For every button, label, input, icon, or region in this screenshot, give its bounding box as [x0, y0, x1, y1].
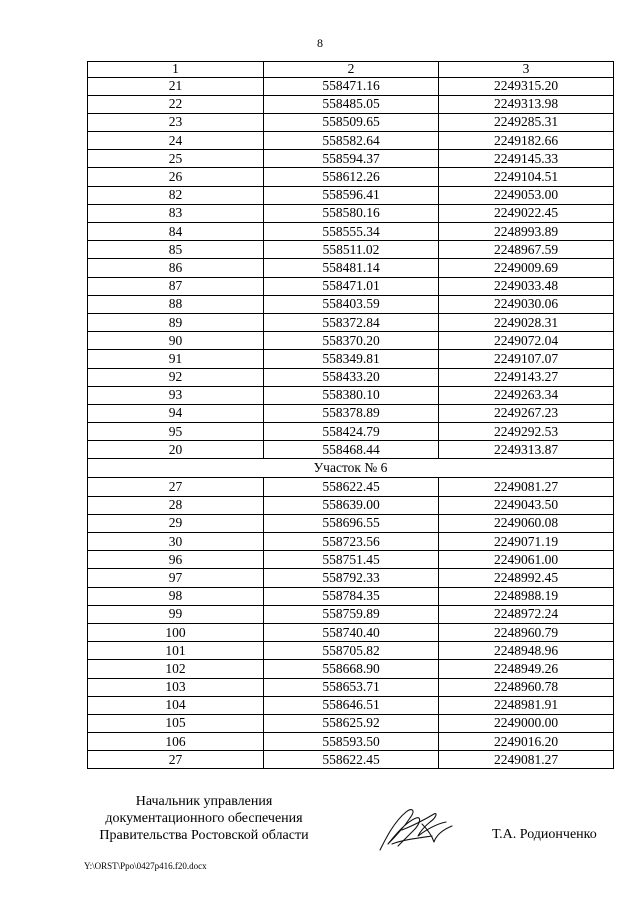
point-number-cell: 20: [88, 441, 264, 459]
table-row: [88, 733, 614, 751]
point-number-cell: 88: [88, 295, 264, 313]
table-row: [88, 423, 614, 441]
y-coordinate-cell: 2249043.50: [439, 496, 614, 514]
point-number-cell: 87: [88, 277, 264, 295]
table-row: [88, 605, 614, 623]
table-row: [88, 77, 614, 95]
point-number-cell: 27: [88, 751, 264, 769]
y-coordinate-cell: 2248992.45: [439, 569, 614, 587]
y-coordinate-cell: 2249072.04: [439, 332, 614, 350]
x-coordinate-cell: 558582.64: [264, 132, 439, 150]
y-coordinate-cell: 2248960.79: [439, 623, 614, 641]
y-coordinate-cell: 2249016.20: [439, 733, 614, 751]
x-coordinate-cell: 558740.40: [264, 623, 439, 641]
x-coordinate-cell: 558485.05: [264, 95, 439, 113]
y-coordinate-cell: 2249060.08: [439, 514, 614, 532]
table-row: [88, 350, 614, 368]
x-coordinate-cell: 558593.50: [264, 733, 439, 751]
table-row: [88, 95, 614, 113]
y-coordinate-cell: 2249104.51: [439, 168, 614, 186]
x-coordinate-cell: 558751.45: [264, 551, 439, 569]
y-coordinate-cell: 2248949.26: [439, 660, 614, 678]
table-row: [88, 277, 614, 295]
y-coordinate-cell: 2249143.27: [439, 368, 614, 386]
table-header-row: [88, 62, 614, 78]
point-number-cell: 106: [88, 733, 264, 751]
y-coordinate-cell: 2249263.34: [439, 386, 614, 404]
table-row: [88, 441, 614, 459]
x-coordinate-cell: 558784.35: [264, 587, 439, 605]
table-row: [88, 533, 614, 551]
signatory-title-line: документационного обеспечения: [105, 811, 303, 826]
point-number-cell: 83: [88, 204, 264, 222]
x-coordinate-cell: 558622.45: [264, 478, 439, 496]
point-number-cell: 98: [88, 587, 264, 605]
point-number-cell: 89: [88, 313, 264, 331]
point-number-cell: 29: [88, 514, 264, 532]
x-coordinate-cell: 558646.51: [264, 696, 439, 714]
table-row: [88, 186, 614, 204]
x-coordinate-cell: 558370.20: [264, 332, 439, 350]
x-coordinate-cell: 558705.82: [264, 642, 439, 660]
y-coordinate-cell: 2248960.78: [439, 678, 614, 696]
signer-name: Т.А. Родионченко: [492, 827, 597, 842]
y-coordinate-cell: 2249267.23: [439, 404, 614, 422]
x-coordinate-cell: 558622.45: [264, 751, 439, 769]
table-row: [88, 204, 614, 222]
point-number-cell: 92: [88, 368, 264, 386]
point-number-cell: 21: [88, 77, 264, 95]
section-header-row: [88, 459, 614, 478]
x-coordinate-cell: 558509.65: [264, 113, 439, 131]
table-row: [88, 714, 614, 732]
y-coordinate-cell: 2248981.91: [439, 696, 614, 714]
x-coordinate-cell: 558555.34: [264, 223, 439, 241]
x-coordinate-cell: 558378.89: [264, 404, 439, 422]
y-coordinate-cell: 2249292.53: [439, 423, 614, 441]
y-coordinate-cell: 2249081.27: [439, 478, 614, 496]
point-number-cell: 102: [88, 660, 264, 678]
x-coordinate-cell: 558612.26: [264, 168, 439, 186]
x-coordinate-cell: 558471.01: [264, 277, 439, 295]
table-row: [88, 332, 614, 350]
x-coordinate-cell: 558625.92: [264, 714, 439, 732]
y-coordinate-cell: 2249313.98: [439, 95, 614, 113]
point-number-cell: 94: [88, 404, 264, 422]
y-coordinate-cell: 2248948.96: [439, 642, 614, 660]
x-coordinate-cell: 558696.55: [264, 514, 439, 532]
y-coordinate-cell: 2249061.00: [439, 551, 614, 569]
x-coordinate-cell: 558594.37: [264, 150, 439, 168]
point-number-cell: 104: [88, 696, 264, 714]
x-coordinate-cell: 558668.90: [264, 660, 439, 678]
y-coordinate-cell: 2249033.48: [439, 277, 614, 295]
page-number: 8: [317, 36, 323, 50]
table-row: [88, 223, 614, 241]
signatory-title-line: Начальник управления: [135, 794, 273, 809]
point-number-cell: 101: [88, 642, 264, 660]
table-row: [88, 569, 614, 587]
y-coordinate-cell: 2248993.89: [439, 223, 614, 241]
table-row: [88, 678, 614, 696]
x-coordinate-cell: 558580.16: [264, 204, 439, 222]
table-row: [88, 514, 614, 532]
table-row: [88, 241, 614, 259]
table-row: [88, 295, 614, 313]
x-coordinate-cell: 558403.59: [264, 295, 439, 313]
x-coordinate-cell: 558639.00: [264, 496, 439, 514]
y-coordinate-cell: 2249182.66: [439, 132, 614, 150]
point-number-cell: 96: [88, 551, 264, 569]
table-row: [88, 751, 614, 769]
table-row: [88, 150, 614, 168]
y-coordinate-cell: 2249081.27: [439, 751, 614, 769]
x-coordinate-cell: 558723.56: [264, 533, 439, 551]
x-coordinate-cell: 558433.20: [264, 368, 439, 386]
x-coordinate-cell: 558653.71: [264, 678, 439, 696]
point-number-cell: 82: [88, 186, 264, 204]
table-row: [88, 113, 614, 131]
point-number-cell: 27: [88, 478, 264, 496]
y-coordinate-cell: 2248967.59: [439, 241, 614, 259]
y-coordinate-cell: 2249030.06: [439, 295, 614, 313]
point-number-cell: 25: [88, 150, 264, 168]
point-number-cell: 24: [88, 132, 264, 150]
signatory-title-line: Правительства Ростовской области: [99, 828, 309, 843]
y-coordinate-cell: 2249022.45: [439, 204, 614, 222]
x-coordinate-cell: 558349.81: [264, 350, 439, 368]
y-coordinate-cell: 2249009.69: [439, 259, 614, 277]
table-row: [88, 587, 614, 605]
x-coordinate-cell: 558511.02: [264, 241, 439, 259]
y-coordinate-cell: 2249145.33: [439, 150, 614, 168]
table-row: [88, 313, 614, 331]
y-coordinate-cell: 2249313.87: [439, 441, 614, 459]
x-coordinate-cell: 558471.16: [264, 77, 439, 95]
table-row: [88, 404, 614, 422]
point-number-cell: 30: [88, 533, 264, 551]
x-coordinate-cell: 558792.33: [264, 569, 439, 587]
table-row: [88, 623, 614, 641]
y-coordinate-cell: 2249000.00: [439, 714, 614, 732]
y-coordinate-cell: 2248972.24: [439, 605, 614, 623]
handwritten-signature: [372, 800, 460, 856]
x-coordinate-cell: 558468.44: [264, 441, 439, 459]
point-number-cell: 23: [88, 113, 264, 131]
table-row: [88, 132, 614, 150]
table-row: [88, 368, 614, 386]
point-number-cell: 85: [88, 241, 264, 259]
table-row: [88, 496, 614, 514]
table-row: [88, 259, 614, 277]
y-coordinate-cell: 2249315.20: [439, 77, 614, 95]
point-number-cell: 84: [88, 223, 264, 241]
point-number-cell: 103: [88, 678, 264, 696]
section-label: Участок № 6: [88, 459, 614, 478]
y-coordinate-cell: 2249107.07: [439, 350, 614, 368]
point-number-cell: 95: [88, 423, 264, 441]
point-number-cell: 86: [88, 259, 264, 277]
x-coordinate-cell: 558596.41: [264, 186, 439, 204]
point-number-cell: 91: [88, 350, 264, 368]
point-number-cell: 105: [88, 714, 264, 732]
y-coordinate-cell: 2248988.19: [439, 587, 614, 605]
signatory-title: [84, 793, 324, 844]
table-row: [88, 168, 614, 186]
column-header: 1: [88, 62, 264, 78]
x-coordinate-cell: 558372.84: [264, 313, 439, 331]
point-number-cell: 97: [88, 569, 264, 587]
y-coordinate-cell: 2249071.19: [439, 533, 614, 551]
table-row: [88, 386, 614, 404]
y-coordinate-cell: 2249053.00: [439, 186, 614, 204]
column-header: 3: [439, 62, 614, 78]
point-number-cell: 93: [88, 386, 264, 404]
point-number-cell: 22: [88, 95, 264, 113]
x-coordinate-cell: 558380.10: [264, 386, 439, 404]
table-row: [88, 642, 614, 660]
point-number-cell: 99: [88, 605, 264, 623]
point-number-cell: 90: [88, 332, 264, 350]
coordinates-table: [87, 61, 614, 769]
point-number-cell: 100: [88, 623, 264, 641]
table-row: [88, 696, 614, 714]
point-number-cell: 26: [88, 168, 264, 186]
point-number-cell: 28: [88, 496, 264, 514]
file-path: Y:\ORST\Ppo\0427p416.f20.docx: [84, 861, 207, 871]
y-coordinate-cell: 2249285.31: [439, 113, 614, 131]
column-header: 2: [264, 62, 439, 78]
y-coordinate-cell: 2249028.31: [439, 313, 614, 331]
x-coordinate-cell: 558424.79: [264, 423, 439, 441]
table-row: [88, 660, 614, 678]
x-coordinate-cell: 558759.89: [264, 605, 439, 623]
x-coordinate-cell: 558481.14: [264, 259, 439, 277]
table-row: [88, 551, 614, 569]
table-row: [88, 478, 614, 496]
